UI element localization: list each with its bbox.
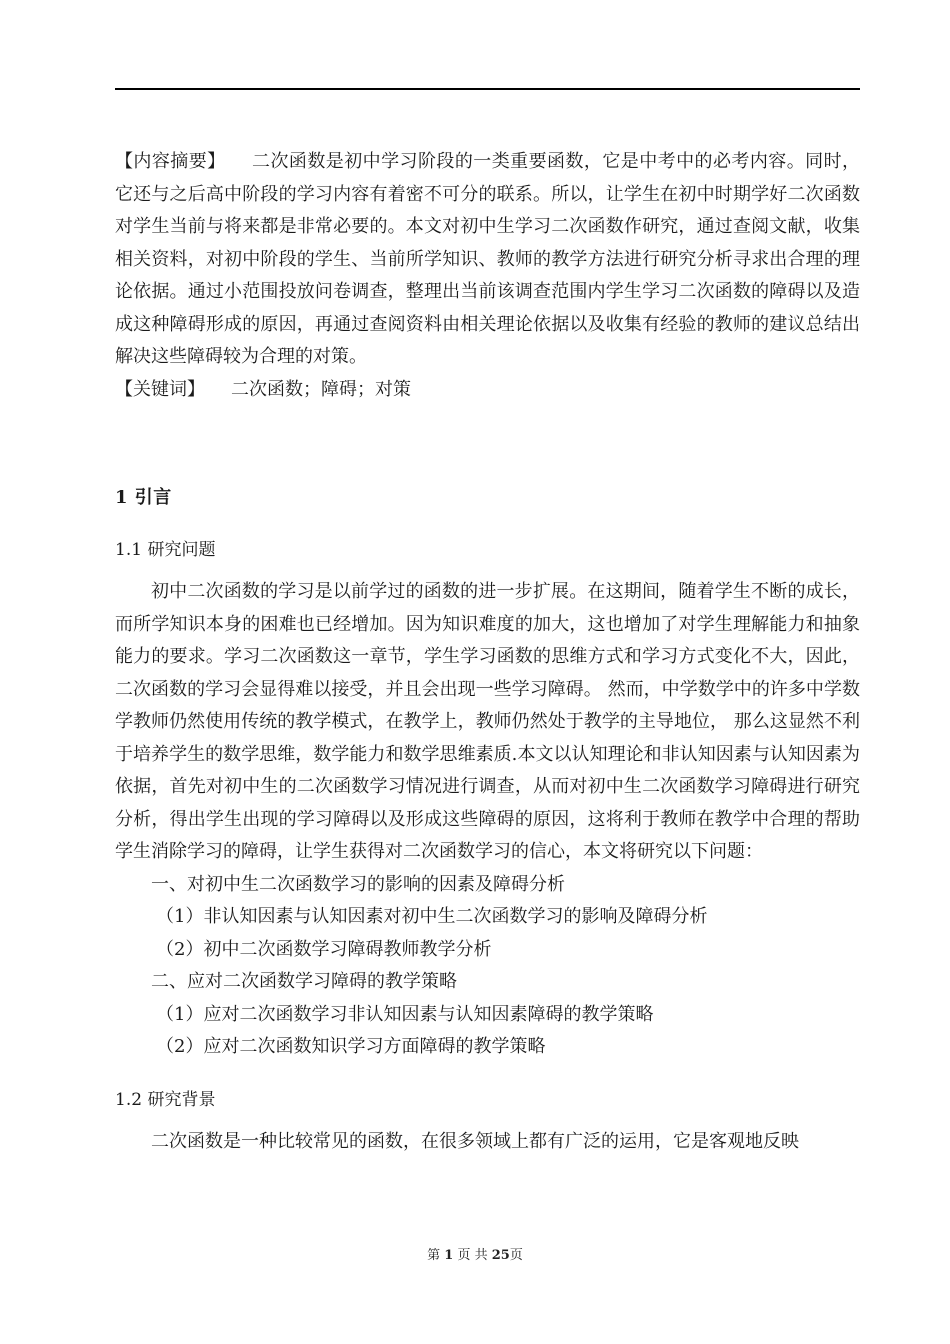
keywords-label: 【关键词】 — [115, 378, 205, 400]
section-heading-introduction: 1 引言 — [115, 487, 172, 508]
list-item: （2）初中二次函数学习障碍教师教学分析 — [156, 938, 492, 960]
list-item: （1）应对二次函数学习非认知因素与认知因素障碍的教学策略 — [156, 1003, 654, 1025]
abstract — [115, 146, 860, 374]
total-pages: 25 — [491, 1248, 510, 1263]
abstract-paragraph — [115, 146, 860, 374]
list-item: （2）应对二次函数知识学习方面障碍的教学策略 — [156, 1036, 546, 1057]
research-questions-list — [115, 869, 860, 1064]
abstract-label: 【内容摘要】 — [115, 151, 226, 172]
header-rule — [115, 88, 860, 90]
list-item: （1）非认知因素与认知因素对初中生二次函数学习的影响及障碍分析 — [156, 906, 708, 927]
research-questions-paragraph: 初中二次函数的学习是以前学过的函数的进一步扩展。在这期间，随着学生不断的成长，而所学知识本身的困难也已经增加。因为知识难度的加大，这也增加了对学生理解能力和抽象能力的要求。学习二次函数这一章节，学生学习函数的思维方式和学习方式变化不大，因此，二次函数的学习会显得难以接受，并且会出现一些学习障碍。 然而，中学数学中的许多中学数学教师仍然使用传统的教学模式，在教学上，教师仍然处于教学的主导地位， 那么这显然不利于培养学生的数学思维，数学能力和数学思维素质.本文以认知理论和非认知因素与认知因素为依据，首先对初中生的二次函数学习情况进行调查，从而对初中生二次函数学习障碍进行研究分析，得出学生出现的学习障碍以及形成这些障碍的原因，这将利于教师在教学中合理的帮助学生消除学习的障碍，让学生获得对二次函数学习的信心，本文将研究以下问题： — [115, 581, 860, 862]
page-content — [115, 146, 860, 1158]
list-item: 二、应对二次函数学习障碍的教学策略 — [151, 971, 457, 992]
footer-suffix: 页 — [509, 1248, 523, 1263]
footer-prefix: 第 — [427, 1248, 441, 1263]
page-footer — [0, 1247, 950, 1265]
subsection-heading-research-background: 1.2 研究背景 — [115, 1089, 216, 1110]
subsection-heading-research-questions: 1.1 研究问题 — [115, 540, 216, 560]
footer-middle: 页 共 — [457, 1248, 488, 1263]
page-number: 1 — [444, 1248, 454, 1263]
keywords — [115, 374, 860, 407]
keywords-text: 二次函数；障碍；对策 — [231, 378, 411, 400]
research-background-paragraph: 二次函数是一种比较常见的函数，在很多领域上都有广泛的运用，它是客观地反映 — [151, 1130, 799, 1152]
list-item: 一、对初中生二次函数学习的影响的因素及障碍分析 — [151, 873, 565, 895]
abstract-text: 二次函数是初中学习阶段的一类重要函数，它是中考中的必考内容。同时，它还与之后高中阶段的学习内容有着密不可分的联系。所以，让学生在初中时期学好二次函数对学生当前与将来都是非常必要的。本文对初中生学习二次函数作研究，通过查阅文献，收集相关资料，对初中阶段的学生、当前所学知识、教师的教学方法进行研究分析寻求出合理的理论依据。通过小范围投放问卷调查，整理出当前该调查范围内学生学习二次函数的障碍以及造成这种障碍形成的原因，再通过查阅资料由相关理论依据以及收集有经验的教师的建议总结出解决这些障碍较为合理的对策。 — [115, 151, 861, 367]
